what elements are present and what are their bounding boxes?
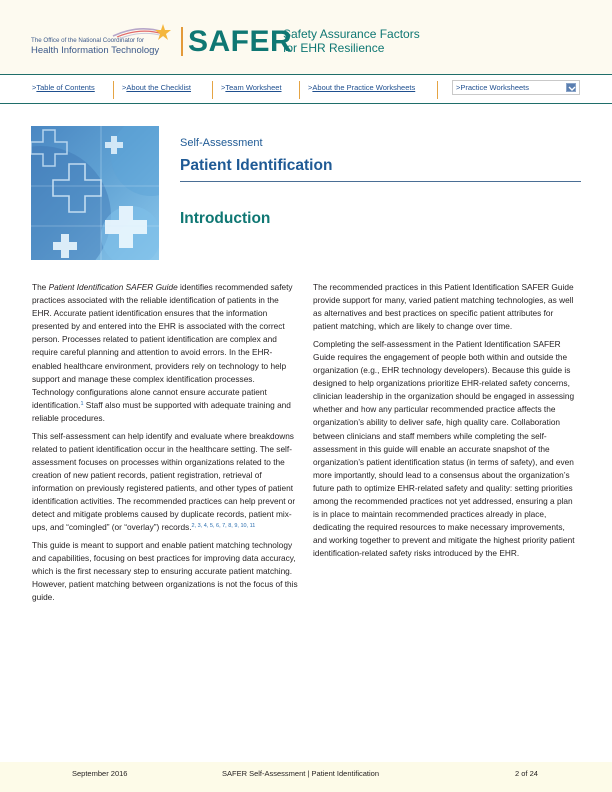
nav-link-table-of-contents[interactable] — [32, 83, 95, 92]
nav-link-team-worksheet[interactable] — [221, 83, 282, 92]
practice-worksheets-select[interactable] — [452, 80, 580, 95]
paragraph-text: The — [32, 282, 49, 292]
safer-tagline-line1: Safety Assurance Factors — [283, 27, 420, 41]
paragraph — [32, 430, 298, 535]
onc-line1: The Office of the National Coordinator for — [31, 37, 145, 44]
paragraph: This guide is meant to support and enable patient matching technology and capabilities, focusing on best practices for improving data accuracy, which is the first necessary step to ensuring accurate patient matching. However, patient matching between organizations is not the focus of this guide. — [32, 539, 298, 603]
nav-link-label[interactable]: About the Practice Worksheets — [312, 83, 416, 92]
footnote-ref[interactable]: 1 — [80, 400, 84, 407]
nav-separator — [212, 81, 213, 99]
nav-link-about-practice-worksheets[interactable] — [308, 83, 415, 92]
nav-arrow: > — [308, 83, 313, 92]
medical-cross-icon — [31, 126, 159, 260]
paragraph: The recommended practices in this Patient Identification SAFER Guide provide support for many, varied patient matching technologies, as well as alternatives and best practices on specific patient attributes for patient matching, which are likely to change over time. — [313, 282, 574, 332]
body-column-right — [313, 281, 575, 565]
page-title: Patient Identification — [180, 157, 333, 174]
footer-page-number: 2 of 24 — [515, 769, 538, 778]
guide-title-italic: Patient Identification SAFER Guide — [48, 282, 178, 292]
nav-arrow: > — [221, 83, 226, 92]
safer-logo-word: SAFER — [188, 25, 293, 58]
section-heading: Introduction — [180, 210, 271, 227]
paragraph-text: This self-assessment can help identify and evaluate where breakdowns related to patient identification occur in the healthcare setting. The self-assessment focuses on processes within organizations related to the creation of new patient records, patient registration, retrieval of information on previously registered patients, and other types of patient identification activities. The recommended practices can help prevent or detect and mitigate problems caused by duplicate records, patient mix-ups, and “comingled” (or “overlay”) records. — [32, 430, 296, 533]
medical-crosses-image — [31, 126, 159, 260]
logo-divider — [181, 27, 183, 56]
footnote-refs[interactable]: 2, 3, 4, 5, 6, 7, 8, 9, 10, 11 — [191, 523, 256, 530]
title-divider — [180, 181, 581, 182]
onc-logo — [31, 22, 181, 62]
body-column-left — [32, 281, 298, 609]
onc-line2: Health Information Technology — [31, 45, 160, 56]
footer-date: September 2016 — [72, 769, 128, 778]
nav-link-about-checklist[interactable] — [122, 83, 191, 92]
paragraph: Completing the self-assessment in the Patient Identification SAFER Guide requires the engagement of people both within and outside the organization (e.g., EHR technology developers). Because this guide is designed to help organizations prioritize EHR-related safety concerns, clinician leadership in the organization should be engaged in assessing whether and how any particular recommended practice affects the organization’s ability to deliver safe, high quality care. Collaboration between clinicians and staff members while completing the self-assessment in this guide will enable an accurate snapshot of the organization’s patient identification status (in terms of safety), and even more importantly, should lead to a consensus about the organization’s future path to optimize EHR-related safety and quality: setting priorities among the recommended practices not yet addressed, ensuring a plan is in place to maintain recommended practices already in place, dedicating the required resources to make necessary improvements, and working together to prevent and mitigate the highest priority patient identification-related safety risks introduced by the EHR. — [313, 338, 575, 559]
paragraph-text: identifies recommended safety practices associated with the reliable identification of patients in the EHR. Accurate patient identification ensures that the information presented by and entered into the EHR is associated with the correct person. Processes related to patient identification are complex and require careful planning and attention to avoid errors. In the EHR-enabled healthcare environment, providers rely on technology to help support and manage these complex identification processes. Technology configurations alone cannot ensure accurate patient identification. — [32, 282, 293, 410]
nav-bar — [0, 74, 612, 104]
nav-separator — [437, 81, 438, 99]
nav-link-label[interactable]: About the Checklist — [126, 83, 192, 92]
safer-tagline-line2: for EHR Resilience — [283, 40, 385, 55]
page-kicker: Self-Assessment — [180, 137, 263, 149]
paragraph — [32, 281, 298, 425]
nav-link-label[interactable]: Team Worksheet — [225, 83, 282, 92]
safer-tagline — [283, 28, 420, 55]
nav-arrow: > — [32, 83, 37, 92]
nav-link-label[interactable]: Table of Contents — [36, 83, 95, 92]
nav-separator — [113, 81, 114, 99]
practice-worksheets-select-value: >Practice Worksheets — [456, 83, 530, 92]
chevron-down-icon[interactable] — [566, 83, 576, 92]
nav-arrow: > — [122, 83, 127, 92]
footer-title: SAFER Self-Assessment | Patient Identification — [222, 769, 380, 778]
paragraph-text: Staff also must be supported with adequate training and reliable procedures. — [32, 399, 291, 423]
nav-separator — [299, 81, 300, 99]
